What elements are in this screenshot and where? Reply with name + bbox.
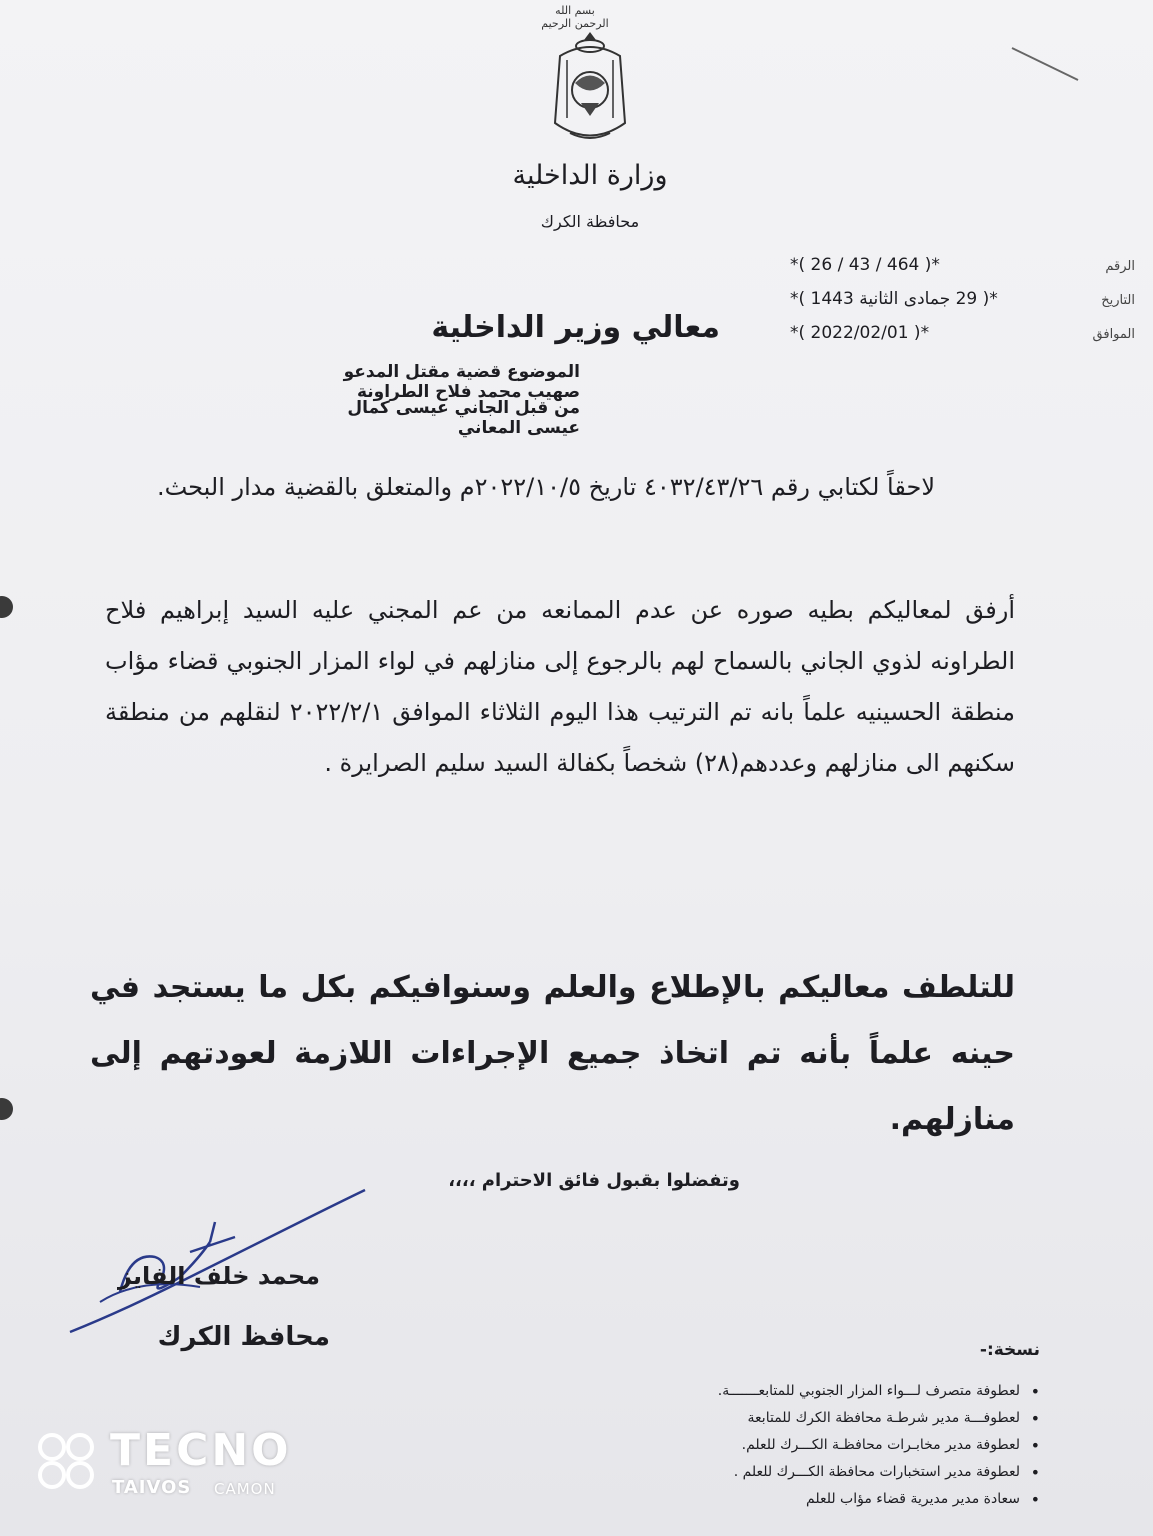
ref-corresponding-row (790, 323, 1135, 357)
watermark-series: CAMON (214, 1480, 276, 1498)
ref-date-value: *( 29 جمادى الثانية 1443 )* (790, 289, 998, 309)
ref-corresponding-label: الموافق (1092, 327, 1135, 342)
closing-respect: وتفضلوا بقبول فائق الاحترام ،،،، (448, 1170, 740, 1191)
camera-brand-logo-icon (32, 1425, 102, 1495)
watermark-brand: TECNO (110, 1425, 292, 1476)
reference-block (790, 255, 1135, 357)
ref-number-row (790, 255, 1135, 289)
ref-date-row (790, 289, 1135, 323)
watermark-model: TAIVOS (112, 1477, 192, 1498)
punch-hole (0, 596, 13, 618)
copies-title: نسخة:- (979, 1340, 1040, 1360)
ref-number-value: *( 464 / 43 / 26 )* (790, 255, 940, 275)
signer-title: محافظ الكرك (157, 1322, 330, 1352)
ref-date-label: التاريخ (1101, 293, 1135, 308)
copy-item: • لعطوفة متصرف لـــواء المزار الجنوبي للمتابعـــــــة. (520, 1378, 1040, 1405)
copies-list (520, 1378, 1040, 1513)
addressee: معالي وزير الداخلية (431, 310, 720, 345)
body-paragraph-2: أرفق لمعاليكم بطيه صوره عن عدم الممانعه من عم المجني عليه السيد إبراهيم فلاح الطراونه لذوي الجاني بالسماح لهم بالرجوع إلى منازلهم في لواء المزار الجنوبي قضاء مؤاب منطقة الحسينيه علماً بانه تم الترتيب هذا اليوم الثلاثاء الموافق ٢٠٢٢/٢/١ لنقلهم من منطقة سكنهم الى منازلهم وعددهم(٢٨) شخصاً بكفالة السيد سليم الصرايرة . (105, 596, 1015, 777)
ref-corresponding-value: *( 2022/02/01 )* (790, 323, 930, 343)
punch-hole (0, 1098, 13, 1120)
copy-item: • سعادة مدير مديرية قضاء مؤاب للعلم (520, 1486, 1040, 1513)
pen-stroke-mark (1010, 44, 1080, 84)
copy-item: • لعطوفة مدير مخابـرات محافظـة الكـــرك للعلم. (520, 1432, 1040, 1459)
signer-name: محمد خلف الفايز (118, 1262, 320, 1290)
subject-line-1: الموضوع قضية مقتل المدعو صهيب محمد فلاح الطراونة (343, 362, 580, 402)
copy-item: • لعطوفـــة مدير شرطـة محافظة الكرك للمتابعة (520, 1405, 1040, 1432)
body-paragraph-1: لاحقاً لكتابي رقم ٤٠٣٢/٤٣/٢٦ تاريخ ٢٠٢٢/١٠/٥م والمتعلق بالقضية مدار البحث. (156, 473, 935, 501)
closing-request: للتلطف معاليكم بالإطلاع والعلم وسنوافيكم بكل ما يستجد في حينه علماً بأنه تم اتخاذ جميع الإجراءات اللازمة لعودتهم إلى منازلهم. (90, 970, 1015, 1137)
ref-number-label: الرقم (1105, 259, 1135, 274)
copy-item: • لعطوفة مدير استخبارات محافظة الكـــرك للعلم . (520, 1459, 1040, 1486)
coat-of-arms-emblem (545, 28, 635, 153)
governorate-name: محافظة الكرك (540, 212, 640, 231)
subject-line-2: من قبل الجاني عيسى كمال عيسى المعاني (347, 398, 580, 438)
ministry-name: وزارة الداخلية (512, 160, 668, 191)
basmala: بسم الله الرحمن الرحيم (541, 4, 609, 30)
